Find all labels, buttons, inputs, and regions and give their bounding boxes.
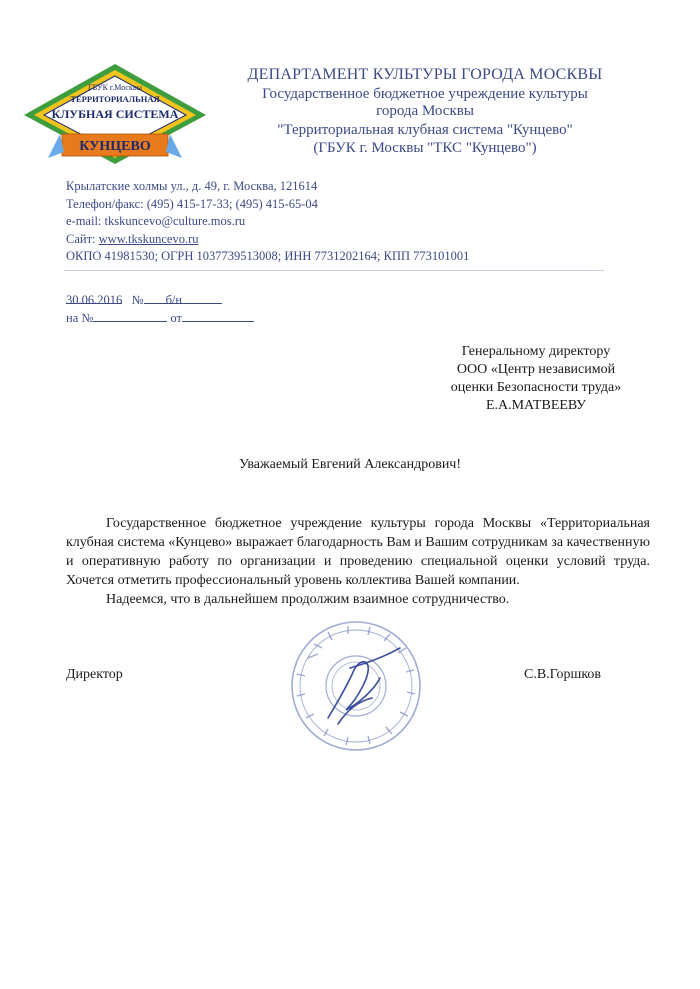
organization-logo: [20, 60, 210, 170]
institution-name: "Территориальная клубная система "Кунцево": [277, 122, 573, 138]
address: Крылатские холмы ул., д. 49, г. Москва, 121614: [66, 179, 318, 193]
addressee-company-2: оценки Безопасности труда»: [450, 380, 622, 395]
logo-line-3: КЛУБНАЯ СИСТЕМА: [51, 107, 179, 121]
addressee-position: Генеральному директору: [461, 344, 611, 359]
from-blank: [182, 309, 254, 322]
body-paragraph-2: Надеемся, что в дальнейшем продолжим взаимное сотрудничество.: [106, 592, 510, 607]
addressee-company-1: ООО «Центр независимой: [456, 362, 616, 377]
number-value-blank: [182, 291, 222, 304]
addressee-name: Е.А.МАТВЕЕВУ: [485, 398, 587, 413]
institution-city: города Москвы: [376, 103, 474, 119]
number-blank: [144, 291, 166, 304]
greeting: Уважаемый Евгений Александрович!: [238, 457, 462, 472]
website-label: Сайт:: [66, 231, 99, 246]
header-divider: [64, 270, 604, 271]
phone-fax: Телефон/факс: (495) 415-17-33; (495) 415-65-04: [66, 196, 318, 211]
logo-line-1: ГБУК г.Москвы: [87, 83, 143, 92]
signatory-name: С.В.Горшков: [524, 667, 602, 682]
institution-short-name: (ГБУК г. Москвы "ТКС "Кунцево"): [313, 140, 537, 156]
letter-body: [66, 514, 650, 609]
body-paragraph-1: Государственное бюджетное учреждение культуры города Москвы «Территориальная клубная система «Кунцево» выражает благодарность Вам и Вашим сотрудникам за качественную и оперативную работу по организации и проведению специальной оценки условий труда. Хочется отметить профессиональный уровень коллектива Вашей компании.: [66, 516, 650, 588]
reply-to-label: на №: [66, 311, 94, 325]
email: e-mail: tkskuncevo@culture.mos.ru: [66, 214, 246, 228]
department-title: ДЕПАРТАМЕНТ КУЛЬТУРЫ ГОРОДА МОСКВЫ: [247, 66, 603, 83]
institution-type: Государственное бюджетное учреждение культуры: [262, 86, 588, 102]
logo-line-2: ТЕРРИТОРИАЛЬНАЯ: [70, 94, 160, 104]
number-value: б/н: [165, 293, 183, 307]
official-stamp: [288, 618, 424, 754]
contact-block: [66, 178, 469, 266]
number-label: №: [131, 293, 144, 307]
outgoing-reference: [66, 291, 254, 309]
from-label: от: [170, 311, 182, 325]
website: [66, 231, 469, 249]
signatory-title: Директор: [66, 667, 123, 682]
registration-codes: ОКПО 41981530; ОГРН 1037739513008; ИНН 7731202164; КПП 773101001: [66, 249, 470, 263]
addressee-block: [425, 343, 647, 415]
website-link[interactable]: www.tkskuncevo.ru: [98, 231, 199, 246]
logo-line-4: КУНЦЕВО: [79, 139, 151, 154]
incoming-reference: [66, 309, 254, 327]
letter-date: 30.06.2016: [66, 293, 123, 307]
reference-block: [66, 291, 254, 327]
reply-to-blank: [93, 309, 167, 322]
